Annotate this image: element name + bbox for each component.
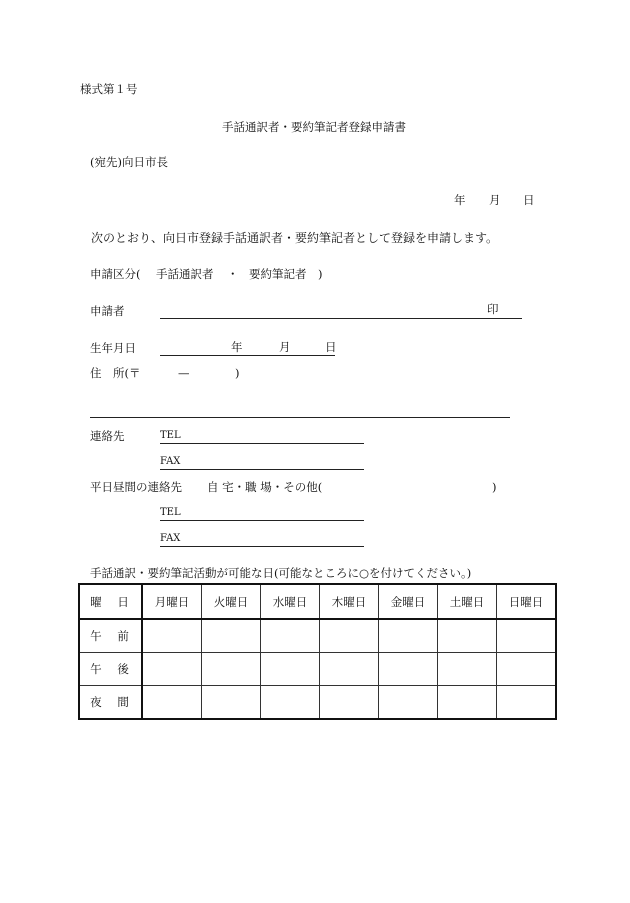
availability-cell[interactable]: [261, 619, 320, 653]
birthdate-label: 生年月日: [90, 341, 136, 355]
birth-month-label: 月: [279, 340, 291, 354]
daytime-tel-label: TEL: [160, 507, 181, 518]
category-close: ): [318, 267, 323, 281]
date-day-label: 日: [523, 193, 535, 207]
day-header: 木曜日: [320, 584, 379, 619]
availability-cell[interactable]: [497, 686, 557, 720]
table-header-row: [79, 584, 556, 619]
postal-dash: —: [178, 366, 190, 380]
date-month-label: 月: [489, 193, 501, 207]
category-option-summary-writer[interactable]: 要約筆記者: [249, 267, 307, 281]
category-label: 申請区分(: [90, 267, 141, 281]
availability-cell[interactable]: [202, 653, 261, 686]
availability-cell[interactable]: [438, 686, 497, 720]
availability-cell[interactable]: [261, 653, 320, 686]
day-header: 月曜日: [142, 584, 202, 619]
day-header: 水曜日: [261, 584, 320, 619]
daytime-contact-close: ): [492, 480, 497, 494]
address-field[interactable]: [90, 403, 510, 418]
availability-cell[interactable]: [438, 619, 497, 653]
day-header: 火曜日: [202, 584, 261, 619]
table-row: [79, 619, 556, 653]
daytime-fax-field[interactable]: [160, 532, 364, 547]
availability-cell[interactable]: [379, 653, 438, 686]
availability-cell[interactable]: [438, 653, 497, 686]
contact-label: 連絡先: [90, 429, 125, 443]
table-row: [79, 686, 556, 720]
day-header: 日曜日: [497, 584, 557, 619]
availability-cell[interactable]: [497, 619, 557, 653]
contact-fax-label: FAX: [160, 456, 181, 467]
row-header-morning: 午 前: [79, 619, 142, 653]
availability-cell[interactable]: [142, 619, 202, 653]
daytime-fax-label: FAX: [160, 533, 181, 544]
applicant-name-field[interactable]: [160, 304, 522, 319]
table-row: [79, 653, 556, 686]
availability-cell[interactable]: [142, 686, 202, 720]
addressee: (宛先)向日市長: [90, 155, 168, 169]
contact-tel-label: TEL: [160, 430, 181, 441]
availability-cell[interactable]: [320, 653, 379, 686]
form-number: 様式第１号: [80, 82, 138, 96]
availability-cell[interactable]: [320, 686, 379, 720]
availability-cell[interactable]: [202, 619, 261, 653]
birth-year-label: 年: [231, 340, 243, 354]
corner-cell: 曜 日: [79, 584, 142, 619]
availability-cell[interactable]: [202, 686, 261, 720]
contact-tel-field[interactable]: [160, 429, 364, 444]
availability-cell[interactable]: [261, 686, 320, 720]
applicant-label: 申請者: [90, 304, 125, 318]
category-option-interpreter[interactable]: 手話通訳者: [156, 267, 214, 281]
application-statement: 次のとおり、向日市登録手話通訳者・要約筆記者として登録を申請します。: [91, 231, 499, 245]
birth-day-label: 日: [325, 340, 337, 354]
category-separator: ・: [227, 267, 239, 281]
availability-cell[interactable]: [142, 653, 202, 686]
contact-fax-field[interactable]: [160, 455, 364, 470]
date-year-label: 年: [454, 193, 466, 207]
daytime-contact-label: 平日昼間の連絡先: [90, 480, 182, 494]
availability-cell[interactable]: [320, 619, 379, 653]
postal-close: ): [235, 366, 240, 380]
form-title: 手話通訳者・要約筆記者登録申請書: [222, 120, 406, 134]
availability-table: [78, 583, 557, 720]
day-header: 金曜日: [379, 584, 438, 619]
day-header: 土曜日: [438, 584, 497, 619]
birthdate-field[interactable]: [160, 341, 335, 356]
row-header-night: 夜 間: [79, 686, 142, 720]
address-label: 住 所(〒: [90, 366, 141, 380]
availability-caption: 手話通訳・要約筆記活動が可能な日(可能なところに○を付けてください。): [90, 566, 472, 580]
availability-cell[interactable]: [497, 653, 557, 686]
daytime-tel-field[interactable]: [160, 506, 364, 521]
availability-cell[interactable]: [379, 686, 438, 720]
row-header-afternoon: 午 後: [79, 653, 142, 686]
daytime-contact-options[interactable]: 自 宅・職 場・その他(: [207, 480, 323, 494]
availability-cell[interactable]: [379, 619, 438, 653]
seal-mark: 印: [487, 302, 499, 316]
